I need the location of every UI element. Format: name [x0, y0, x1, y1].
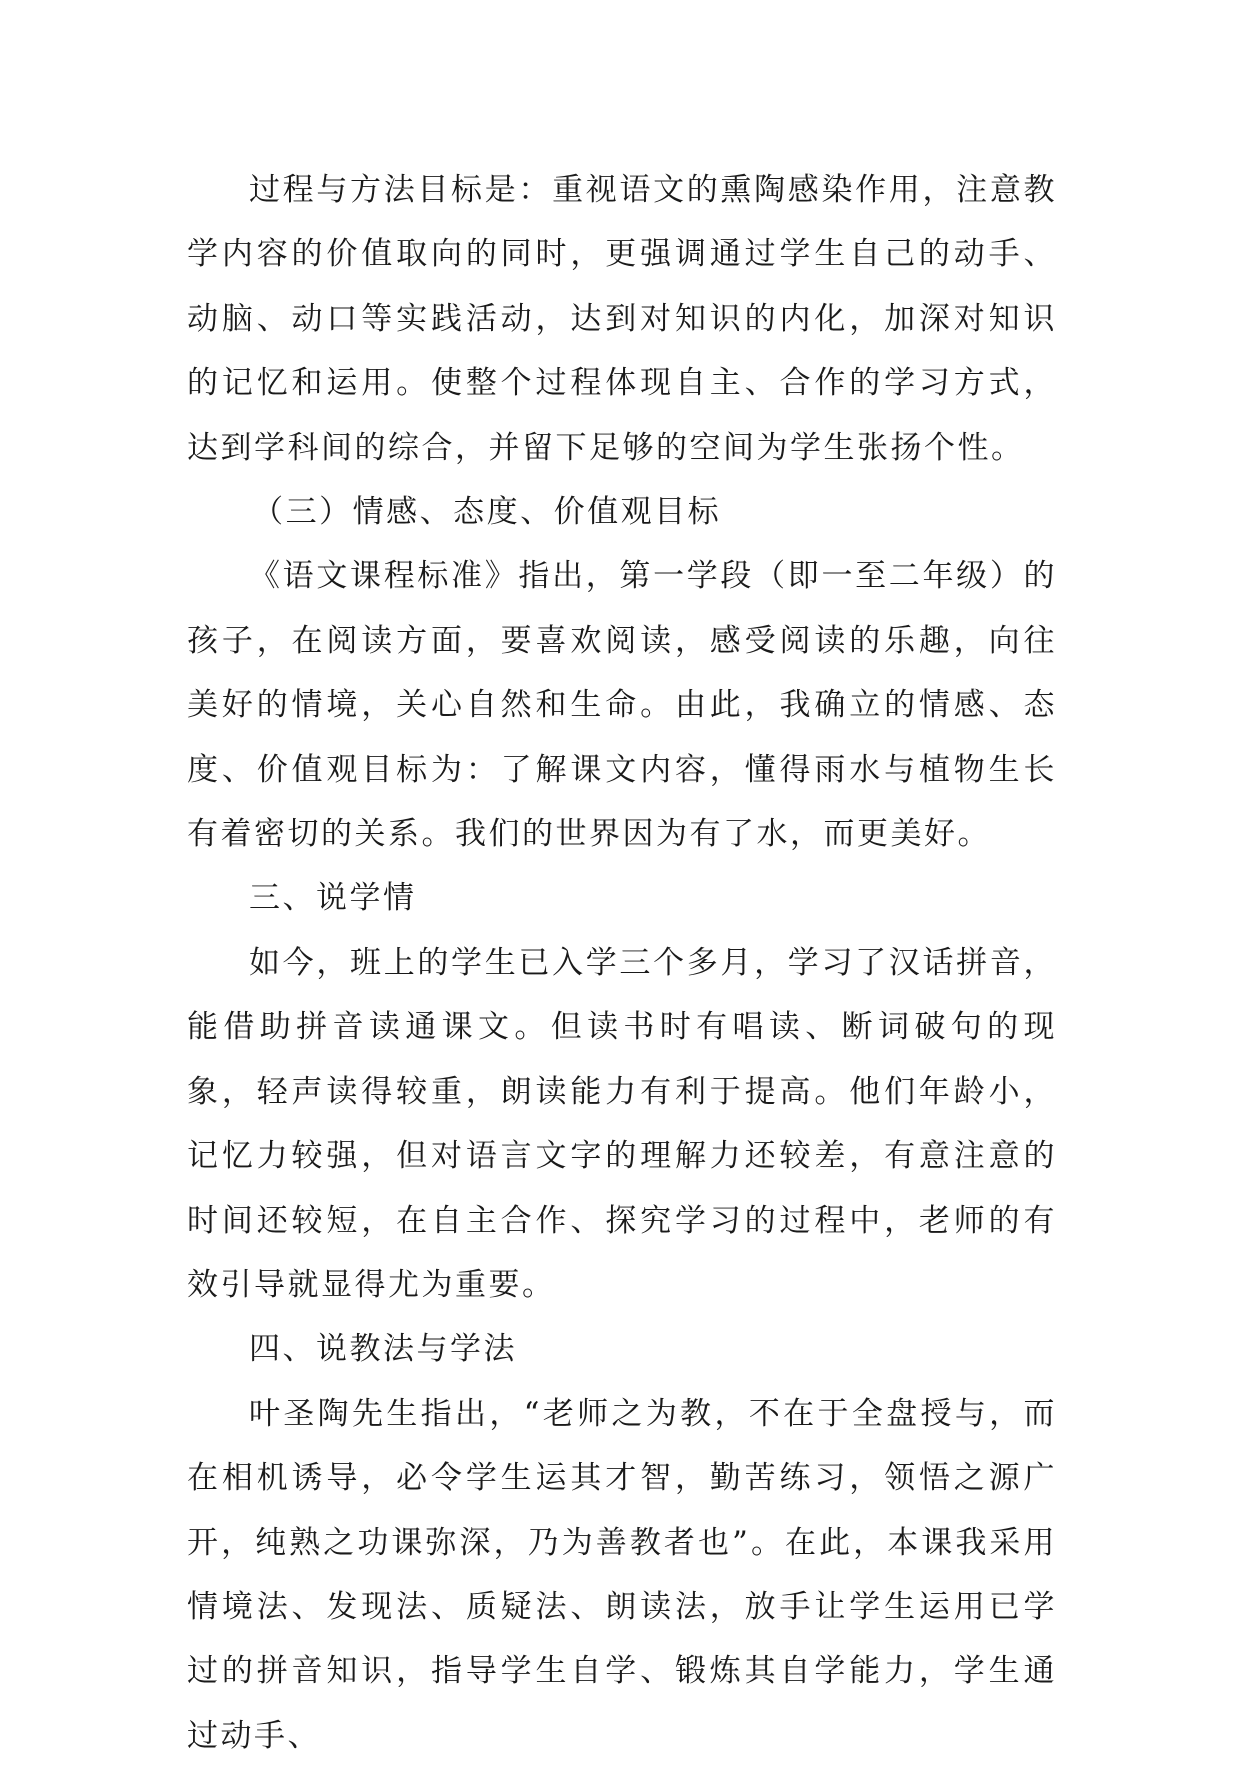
paragraph-curriculum-standard: 《语文课程标准》指出，第一学段（即一至二年级）的孩子，在阅读方面，要喜欢阅读，感受阅读的乐趣，向往美好的情境，关心自然和生命。由此，我确立的情感、态度、价值观目标为：了解课文内容，懂得雨水与植物生长有着密切的关系。我们的世界因为有了水，而更美好。	[187, 558, 1057, 853]
subheading-emotion-attitude-values: （三）情感、态度、价值观目标	[252, 494, 722, 531]
paragraph-teaching-methods: 叶圣陶先生指出，“老师之为教，不在于全盘授与，而在相机诱导，必令学生运其才智，勤苦练习，领悟之源广开，纯熟之功课弥深，乃为善教者也”。在此，本课我采用情境法、发现法、质疑法、朗读法，放手让学生运用已学过的拼音知识，指导学生自学、锻炼其自学能力，学生通过动手、	[187, 1395, 1057, 1754]
heading-teaching-learning-methods: 四、说教法与学法	[249, 1331, 517, 1368]
document-body	[187, 158, 1057, 1768]
paragraph-process-method-goals: 过程与方法目标是：重视语文的熏陶感染作用，注意教学内容的价值取向的同时，更强调通过学生自己的动手、动脑、动口等实践活动，达到对知识的内化，加深对知识的记忆和运用。使整个过程体现自主、合作的学习方式，达到学科间的综合，并留下足够的空间为学生张扬个性。	[187, 172, 1057, 466]
paragraph-student-situation: 如今，班上的学生已入学三个多月，学习了汉话拼音，能借助拼音读通课文。但读书时有唱读、断词破句的现象，轻声读得较重，朗读能力有利于提高。他们年龄小，记忆力较强，但对语言文字的理解力还较差，有意注意的时间还较短，在自主合作、探究学习的过程中，老师的有效引导就显得尤为重要。	[187, 944, 1057, 1303]
heading-student-situation: 三、说学情	[249, 880, 417, 917]
